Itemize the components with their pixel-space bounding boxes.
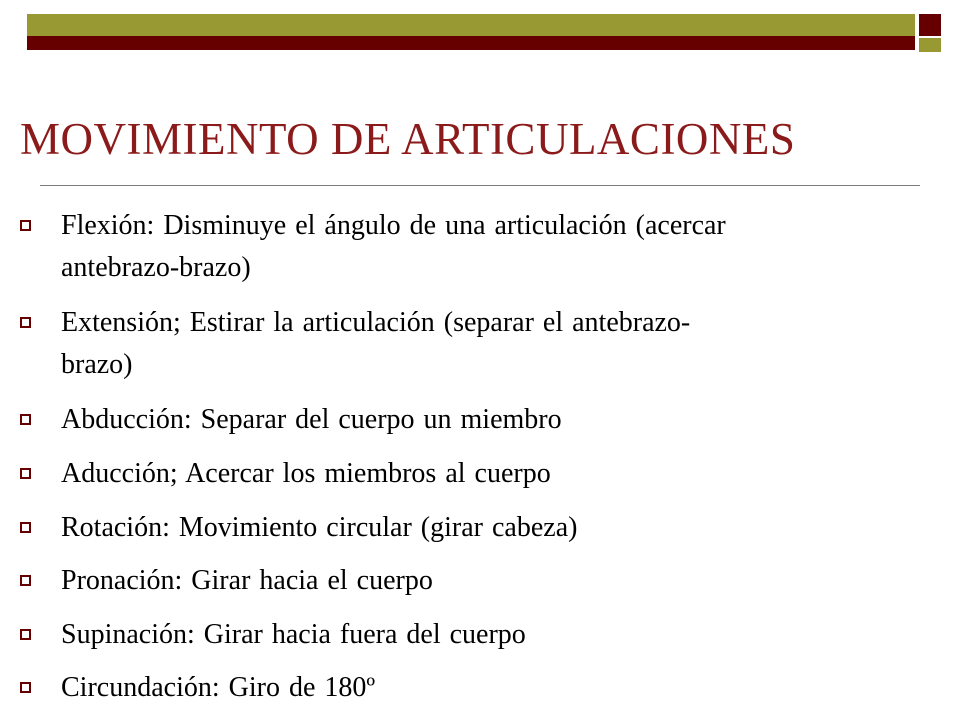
square-bullet-icon — [20, 414, 31, 425]
header-olive-stripe — [27, 14, 915, 36]
corner-maroon-square — [919, 14, 941, 36]
bullet-text-line: Extensión; Estirar la articulación (separar el antebrazo- — [61, 307, 691, 338]
bullet-text-line: Supinación: Girar hacia fuera del cuerpo — [61, 619, 526, 650]
header-maroon-stripe — [27, 36, 915, 50]
bullet-text-line: brazo) — [61, 349, 133, 380]
bullet-text-line: antebrazo-brazo) — [61, 252, 251, 283]
corner-olive-square — [919, 38, 941, 52]
bullet-text-line: Rotación: Movimiento circular (girar cabeza) — [61, 512, 578, 543]
square-bullet-icon — [20, 468, 31, 479]
square-bullet-icon — [20, 317, 31, 328]
slide-title: MOVIMIENTO DE ARTICULACIONES — [20, 114, 796, 164]
square-bullet-icon — [20, 220, 31, 231]
header-decoration-bar — [27, 14, 915, 52]
square-bullet-icon — [20, 522, 31, 533]
bullet-text-line: Aducción; Acercar los miembros al cuerpo — [61, 458, 551, 489]
square-bullet-icon — [20, 575, 31, 586]
bullet-text-line: Flexión: Disminuye el ángulo de una articulación (acercar — [61, 210, 726, 241]
square-bullet-icon — [20, 629, 31, 640]
bullet-text-line: Circundación: Giro de 180º — [61, 672, 376, 703]
bullet-text-line: Pronación: Girar hacia el cuerpo — [61, 565, 433, 596]
bullet-text-line: Abducción: Separar del cuerpo un miembro — [61, 404, 562, 435]
square-bullet-icon — [20, 682, 31, 693]
title-divider — [40, 185, 920, 186]
